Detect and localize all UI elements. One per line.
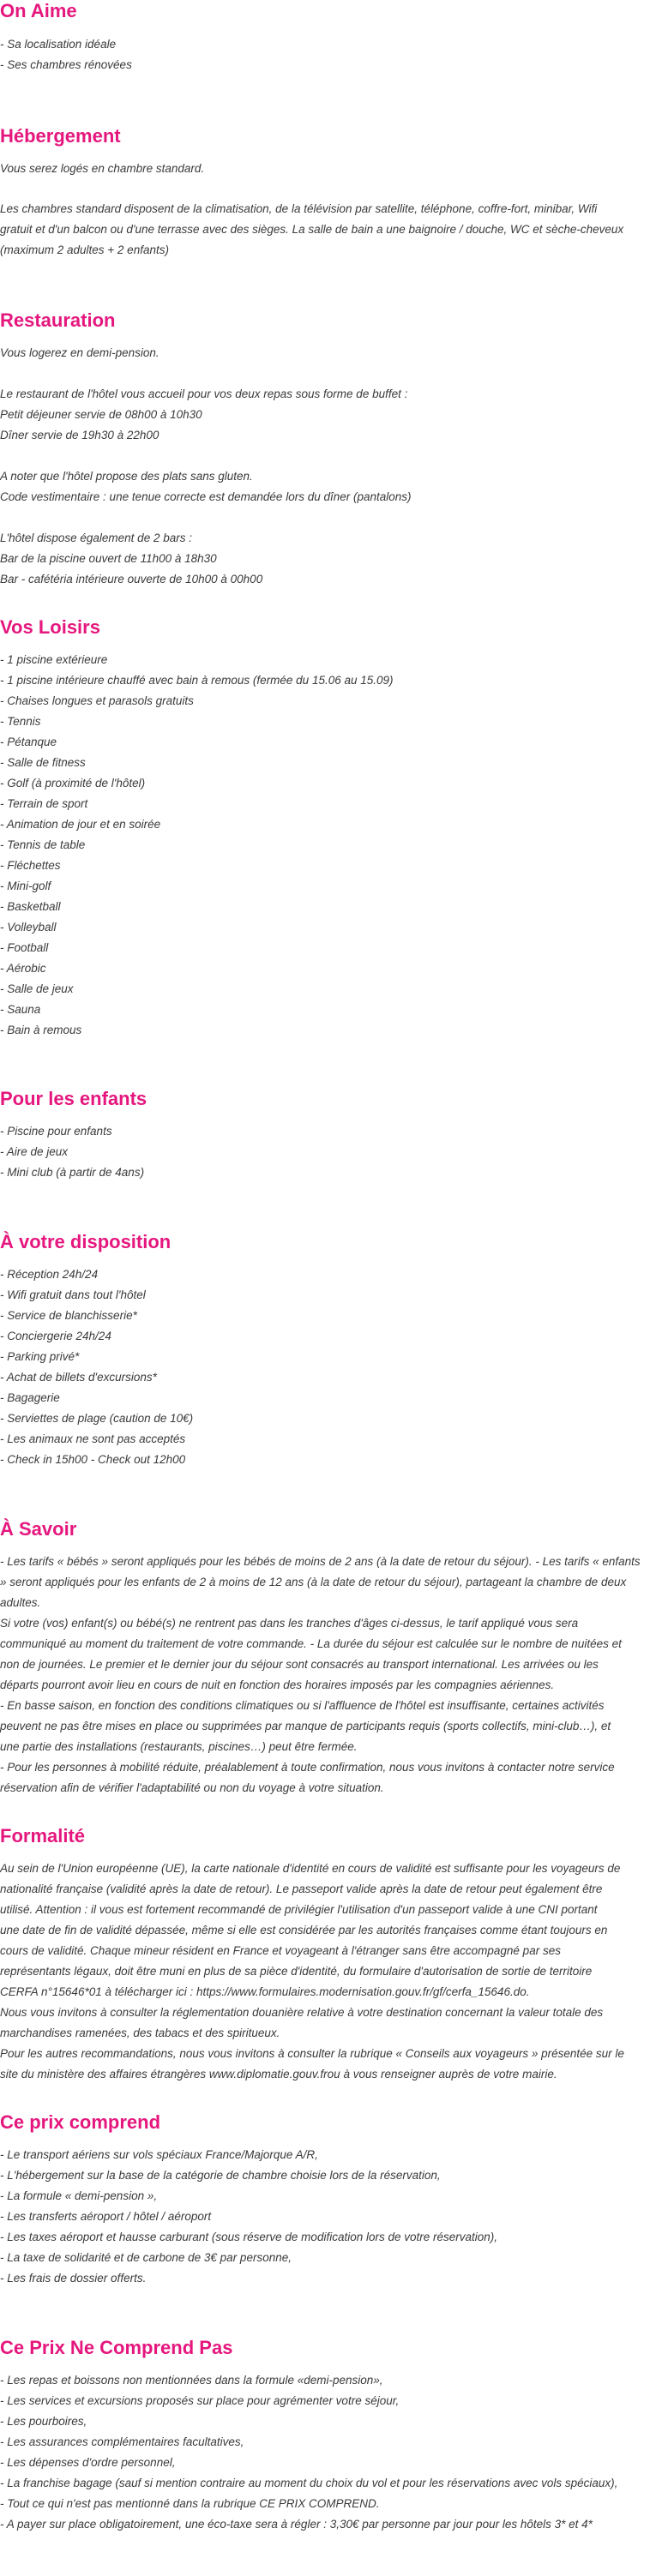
section-title: Hébergement — [0, 125, 121, 147]
list-item: - Les taxes aéroport et hausse carburant (sous réserve de modification lors de votre réservation), — [0, 2231, 498, 2243]
list-item: - Bagagerie — [0, 1391, 60, 1404]
text-line: nationalité française (validité après la date de retour). Le passeport valide après la date de retour peut également être — [0, 1882, 603, 1895]
list-item: - Aire de jeux — [0, 1145, 69, 1158]
list-item: - Service de blanchisserie* — [0, 1309, 137, 1322]
section-title: Formalité — [0, 1825, 86, 1846]
text-line: Petit déjeuner servie de 08h00 à 10h30 — [0, 408, 202, 421]
list-item: - L'hébergement sur la base de la catégorie de chambre choisie lors de la réservation, — [0, 2169, 441, 2182]
list-item: - Les transferts aéroport / hôtel / aéroport — [0, 2210, 212, 2223]
section-title: Ce prix comprend — [0, 2111, 161, 2133]
text-line: (maximum 2 adultes + 2 enfants) — [0, 243, 169, 256]
list-item: - Wifi gratuit dans tout l'hôtel — [0, 1288, 146, 1301]
list-item: - Terrain de sport — [0, 797, 88, 810]
text-line: peuvent ne pas être mises en place ou supprimées par manque de participants requis (sports collectifs, mini-club…), et — [0, 1720, 611, 1732]
text-line: - Les tarifs « bébés » seront appliqués pour les bébés de moins de 2 ans (à la date de retour du séjour). - Les tarifs « enfants — [0, 1555, 641, 1568]
list-item: - Volleyball — [0, 921, 57, 934]
list-item: - Les assurances complémentaires facultatives, — [0, 2435, 244, 2448]
list-item: - Les repas et boissons non mentionnées dans la formule «demi-pension», — [0, 2374, 383, 2387]
text-line: gratuit et d'un balcon ou d'une terrasse avec des sièges. La salle de bain a une baignoire / douche, WC et sèche-cheveux — [0, 223, 624, 236]
section-title: Vos Loisirs — [0, 616, 100, 638]
list-item: - Les pourboires, — [0, 2415, 87, 2428]
text-line: adultes. — [0, 1596, 41, 1609]
text-line: Bar - cafétéria intérieure ouverte de 10h00 à 00h00 — [0, 573, 263, 585]
list-item: - Serviettes de plage (caution de 10€) — [0, 1412, 194, 1425]
text-line: représentants légaux, doit être muni en plus de sa pièce d'identité, du formulaire d'autorisation de sortie de territoire — [0, 1965, 593, 1978]
text-line: réservation afin de vérifier l'adaptabilité ou non du voyage à votre situation. — [0, 1781, 384, 1794]
list-item: - Mini-golf — [0, 880, 51, 892]
list-item: - Tennis de table — [0, 838, 86, 851]
list-item: - Piscine pour enfants — [0, 1125, 112, 1138]
list-item: - Achat de billets d'excursions* — [0, 1371, 157, 1384]
list-item: - Parking privé* — [0, 1350, 80, 1363]
list-item: - Chaises longues et parasols gratuits — [0, 694, 194, 707]
section-title: On Aime — [0, 0, 77, 21]
list-item: - Aérobic — [0, 962, 46, 975]
list-item: - Les animaux ne sont pas acceptés — [0, 1432, 186, 1445]
list-item: - Tout ce qui n'est pas mentionné dans la rubrique CE PRIX COMPREND. — [0, 2497, 380, 2510]
text-line: - Pour les personnes à mobilité réduite, préalablement à toute confirmation, nous vous invitons à contacter notre service — [0, 1761, 615, 1774]
text-line: Bar de la piscine ouvert de 11h00 à 18h30 — [0, 552, 217, 565]
list-item: - Sauna — [0, 1003, 41, 1016]
text-line: une date de fin de validité dépassée, même si elle est considérée par les autorités françaises comme étant toujours en — [0, 1924, 608, 1937]
text-line: une partie des installations (restaurants, piscines…) peut être fermée. — [0, 1740, 358, 1753]
list-item: - Les services et excursions proposés sur place pour agrémenter votre séjour, — [0, 2394, 400, 2407]
section-title: À votre disposition — [0, 1231, 172, 1252]
text-line: Vous logerez en demi-pension. — [0, 346, 159, 359]
text-line: utilisé. Attention : il vous est fortement recommandé de privilégier l'utilisation d'un passeport valide à une CNI portant — [0, 1903, 598, 1916]
text-line: Le restaurant de l'hôtel vous accueil pour vos deux repas sous forme de buffet : — [0, 387, 408, 400]
text-line: L'hôtel dispose également de 2 bars : — [0, 531, 192, 544]
list-item: - Basketball — [0, 900, 61, 913]
list-item: - Salle de fitness — [0, 756, 86, 769]
text-line: - En basse saison, en fonction des conditions climatiques ou si l'affluence de l'hôtel est insuffisante, certaines activités — [0, 1699, 605, 1712]
text-line: communiqué au moment du traitement de votre commande. - La durée du séjour est calculée sur le nombre de nuitées et — [0, 1637, 622, 1650]
text-line: Au sein de l'Union européenne (UE), la carte nationale d'identité en cours de validité est suffisante pour les voyageurs de — [0, 1862, 621, 1875]
text-line: Dîner servie de 19h30 à 22h00 — [0, 429, 159, 441]
list-item: - Le transport aériens sur vols spéciaux France/Majorque A/R, — [0, 2148, 318, 2161]
list-item: - Golf (à proximité de l'hôtel) — [0, 777, 146, 790]
list-item: - La formule « demi-pension », — [0, 2189, 158, 2202]
list-item: - La franchise bagage (sauf si mention contraire au moment du choix du vol et pour les réservations avec vols spéciaux), — [0, 2477, 618, 2489]
list-item: - Animation de jour et en soirée — [0, 818, 161, 831]
text-line: » seront appliqués pour les enfants de 2 à moins de 12 ans (à la date de retour du séjour), partageant la chambre de deux — [0, 1576, 627, 1588]
text-line: - Sa localisation idéale — [0, 38, 117, 51]
list-item: - Bain à remous — [0, 1024, 82, 1036]
text-line: site du ministère des affaires étrangères www.diplomatie.gouv.frou à vous renseigner auprès de votre mairie. — [0, 2068, 557, 2081]
text-line: Code vestimentaire : une tenue correcte est demandée lors du dîner (pantalons) — [0, 490, 412, 503]
text-line: - Ses chambres rénovées — [0, 58, 132, 71]
text-line: Vous serez logés en chambre standard. — [0, 162, 205, 175]
text-line: Les chambres standard disposent de la climatisation, de la télévision par satellite, téléphone, coffre-fort, minibar, Wifi — [0, 202, 598, 215]
text-line: cours de validité. Chaque mineur résident en France et voyageant à l'étranger sans être accompagné par ses — [0, 1944, 561, 1957]
list-item: - 1 piscine extérieure — [0, 653, 108, 666]
text-line: départs pourront avoir lieu en cours de nuit en fonction des horaires imposés par les compagnies aériennes. — [0, 1678, 555, 1691]
list-item: - Football — [0, 941, 49, 954]
list-item: - A payer sur place obligatoirement, une éco-taxe sera à régler : 3,30€ par personne par jour pour les hôtels 3* et 4* — [0, 2518, 593, 2531]
list-item: - Check in 15h00 - Check out 12h00 — [0, 1453, 186, 1466]
list-item: - Réception 24h/24 — [0, 1268, 99, 1281]
list-item: - Tennis — [0, 715, 41, 728]
list-item: - Les dépenses d'ordre personnel, — [0, 2456, 176, 2469]
section-title: Ce Prix Ne Comprend Pas — [0, 2337, 233, 2358]
list-item: - La taxe de solidarité et de carbone de 3€ par personne, — [0, 2251, 292, 2264]
section-title: À Savoir — [0, 1518, 77, 1540]
section-title: Restauration — [0, 309, 116, 331]
text-line: CERFA n°15646*01 à télécharger ici : https://www.formulaires.modernisation.gouv.fr/gf/cerfa_15646.do. — [0, 1985, 530, 1998]
list-item: - 1 piscine intérieure chauffé avec bain à remous (fermée du 15.06 au 15.09) — [0, 674, 394, 687]
list-item: - Les frais de dossier offerts. — [0, 2272, 147, 2285]
list-item: - Mini club (à partir de 4ans) — [0, 1166, 145, 1179]
list-item: - Fléchettes — [0, 859, 61, 872]
list-item: - Pétanque — [0, 736, 57, 748]
text-line: Si votre (vos) enfant(s) ou bébé(s) ne rentrent pas dans les tranches d'âges ci-dessus, le tarif appliqué vous sera — [0, 1617, 579, 1630]
text-line: A noter que l'hôtel propose des plats sans gluten. — [0, 470, 253, 483]
section-title: Pour les enfants — [0, 1088, 147, 1109]
text-line: Nous vous invitons à consulter la réglementation douanière relative à votre destination concernant la valeur totale des — [0, 2006, 604, 2019]
text-line: non de journées. Le premier et le dernier jour du séjour sont consacrés au transport international. Les arrivées ou les — [0, 1658, 599, 1671]
text-line: Pour les autres recommandations, nous vous invitons à consulter la rubrique « Conseils aux voyageurs » présentée sur le — [0, 2047, 624, 2060]
list-item: - Conciergerie 24h/24 — [0, 1330, 111, 1342]
list-item: - Salle de jeux — [0, 982, 74, 995]
text-line: marchandises ramenées, des tabacs et des spiritueux. — [0, 2027, 280, 2039]
